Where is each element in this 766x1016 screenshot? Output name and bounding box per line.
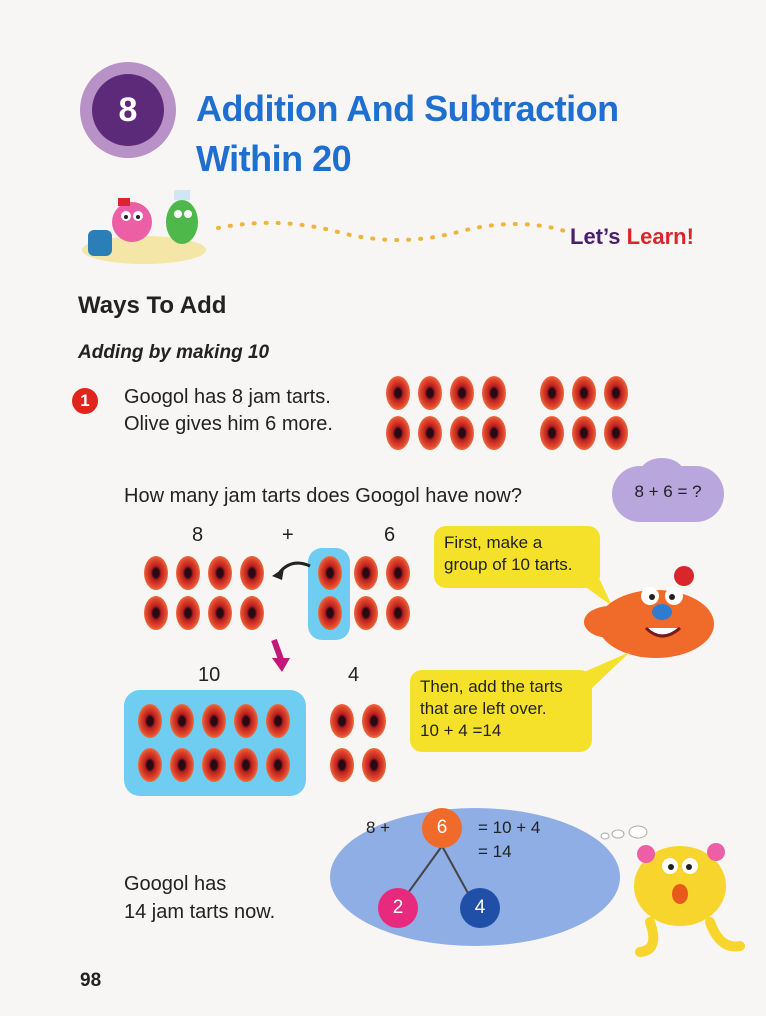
bubble1-line1: First, make a	[444, 533, 543, 552]
tart-icon	[386, 596, 410, 630]
tart-icon	[208, 596, 232, 630]
section-title: Ways To Add	[78, 292, 227, 319]
tarts-left-over	[330, 704, 400, 784]
orange-monster-character	[580, 566, 720, 662]
pink-character	[112, 202, 152, 242]
tart-icon	[138, 748, 162, 782]
tart-icon	[362, 748, 386, 782]
down-arrow-icon	[266, 636, 296, 676]
bubble1-line2: group of 10 tarts.	[444, 555, 573, 574]
tart-icon	[572, 376, 596, 410]
green-character	[166, 200, 198, 244]
question-number: 1	[72, 388, 98, 414]
tart-icon	[138, 704, 162, 738]
tart-icon	[266, 748, 290, 782]
speech-bubble-2	[410, 670, 592, 752]
lets-learn-banner	[570, 224, 694, 250]
tarts-group-ten	[138, 704, 308, 784]
tart-icon	[170, 704, 194, 738]
chapter-title-line1: Addition And Subtraction	[196, 88, 619, 129]
bubble2-line2: that are left over.	[420, 699, 547, 718]
tart-icon	[450, 376, 474, 410]
tart-icon	[450, 416, 474, 450]
tart-icon	[482, 376, 506, 410]
cloud-equation: 8 + 6 = ?	[634, 482, 702, 501]
chapter-title-line2: Within 20	[196, 138, 352, 179]
tart-icon	[540, 376, 564, 410]
bubble2-line1: Then, add the tarts	[420, 677, 563, 696]
label-plus: +	[282, 524, 294, 546]
tart-icon	[234, 748, 258, 782]
label-four: 4	[348, 664, 360, 686]
tart-icon	[386, 376, 410, 410]
bond-left-part-circle: 2	[378, 888, 418, 928]
tart-icon	[330, 748, 354, 782]
tart-icon	[234, 704, 258, 738]
backpack-icon	[88, 230, 112, 256]
tart-icon	[572, 416, 596, 450]
tart-icon	[604, 376, 628, 410]
tart-icon	[202, 748, 226, 782]
chapter-badge	[80, 62, 176, 158]
tart-icon	[330, 704, 354, 738]
bubble2-line3: 10 + 4 =14	[420, 721, 502, 740]
bubble2-tail	[584, 652, 634, 692]
speech-bubble-1	[434, 526, 600, 588]
tart-icon	[144, 596, 168, 630]
tart-icon	[240, 556, 264, 590]
chapter-number: 8	[92, 74, 164, 146]
tart-icon	[208, 556, 232, 590]
tart-icon	[604, 416, 628, 450]
tart-icon	[144, 556, 168, 590]
question-line2: Olive gives him 6 more.	[124, 413, 333, 435]
dotted-line	[218, 223, 568, 240]
tart-icon	[318, 596, 342, 630]
subsection-title: Adding by making 10	[78, 342, 270, 363]
bond-left-text: 8 +	[366, 818, 391, 837]
tart-icon	[362, 704, 386, 738]
tart-icon	[240, 596, 264, 630]
lets-word: Let’s	[570, 224, 621, 249]
tarts-initial	[384, 376, 624, 456]
learn-word: Learn!	[626, 224, 694, 249]
tart-icon	[266, 704, 290, 738]
tart-icon	[354, 596, 378, 630]
tart-icon	[176, 556, 200, 590]
yellow-character	[620, 834, 746, 958]
question-prompt: How many jam tarts does Googol have now?	[124, 485, 522, 507]
conclusion-line2: 14 jam tarts now.	[124, 901, 276, 923]
bond-eq2: = 14	[478, 842, 512, 861]
tart-icon	[386, 416, 410, 450]
tart-icon	[202, 704, 226, 738]
page-number: 98	[80, 970, 102, 991]
tart-icon	[386, 556, 410, 590]
curved-arrow-icon	[262, 556, 322, 596]
tart-icon	[176, 596, 200, 630]
conclusion-line1: Googol has	[124, 873, 227, 895]
tart-icon	[354, 556, 378, 590]
label-six: 6	[384, 524, 396, 546]
question-line1: Googol has 8 jam tarts.	[124, 386, 331, 408]
bond-right-part-circle: 4	[460, 888, 500, 928]
label-ten: 10	[198, 664, 221, 686]
tart-icon	[418, 376, 442, 410]
tart-icon	[482, 416, 506, 450]
tart-icon	[170, 748, 194, 782]
label-eight: 8	[192, 524, 204, 546]
tart-icon	[418, 416, 442, 450]
bond-eq1: = 10 + 4	[478, 818, 541, 837]
bond-top-circle: 6	[422, 808, 462, 848]
tart-icon	[540, 416, 564, 450]
banner-illustration	[78, 186, 578, 270]
